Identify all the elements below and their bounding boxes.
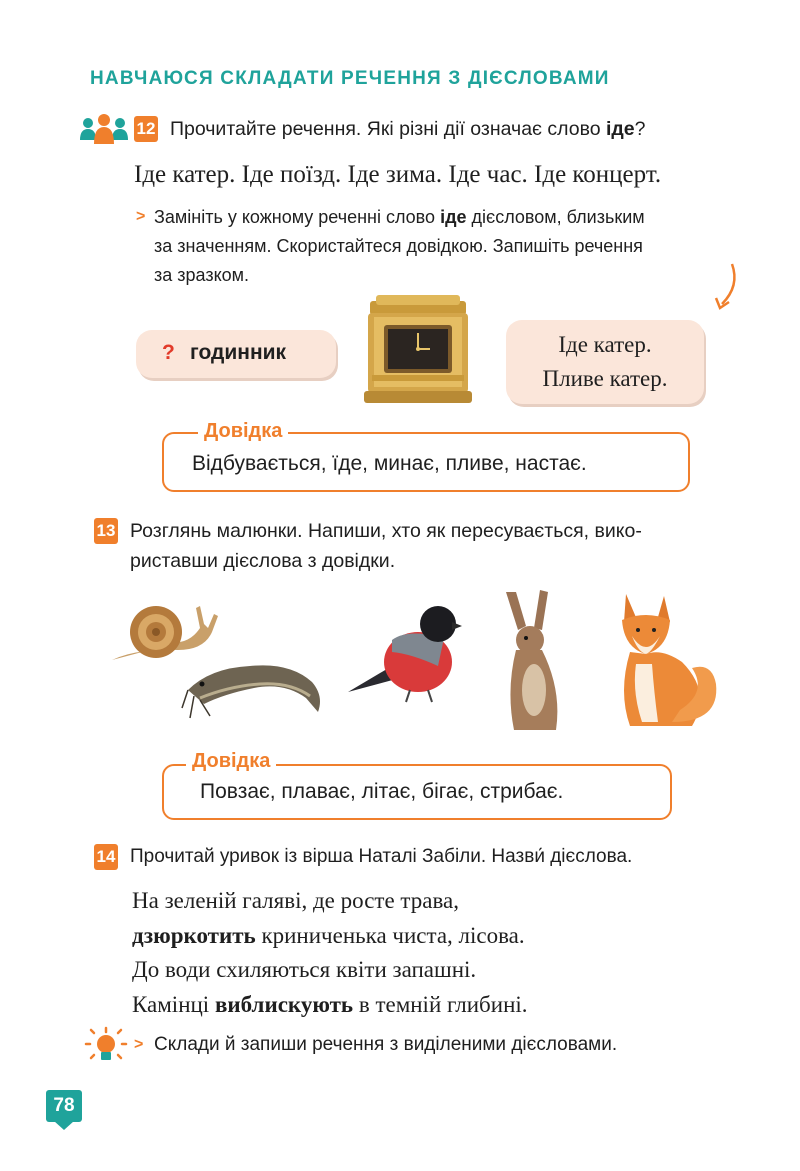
riddle-bubble [136,330,336,378]
riddle-question-mark: ? [162,341,175,364]
task-12-prompt-text: Прочитайте речення. Які різні дії означає слово [170,118,606,140]
task-12-instruction-bold: іде [440,207,467,227]
page-number: 78 [46,1090,82,1122]
curved-arrow-icon [706,262,742,312]
lightbulb-icon [84,1026,128,1066]
reference-label-13: Довідка [186,750,276,773]
catfish-image [180,638,330,720]
task-12-instruction-line2: за значенням. Скористайтеся довідкою. Запишіть речення [154,236,643,256]
task-13-line1: Розглянь малюнки. Напиши, хто як пересувається, вико- [130,520,642,542]
reference-text-12: Відбувається, їде, минає, пливе, настає. [192,452,587,475]
poem-line-3: До води схиляються квіти запашні. [132,957,477,982]
task-13-number: 13 [94,518,118,544]
example-line2: Пливе катер. [542,366,668,391]
riddle-word: годинник [190,341,287,364]
poem-line-4: Камінці виблискують в темній глибині. [132,991,528,1017]
task-12-prompt-end: ? [634,118,646,140]
fox-image [612,592,722,732]
hare-image [494,590,574,738]
task-12-instruction [154,203,754,290]
section-title: НАВЧАЮСЯ СКЛАДАТИ РЕЧЕННЯ З ДІЄСЛОВАМИ [90,68,610,89]
task-13-line2: риставши дієслова з довідки. [130,550,396,572]
task-12-prompt [170,118,646,141]
reference-text-13: Повзає, плаває, літає, бігає, стрибає. [200,780,564,803]
task-12-number: 12 [134,116,158,142]
chevron-right-icon: > [136,208,146,225]
task-12-sentences: Іде катер. Іде поїзд. Іде зима. Іде час. Іде концерт. [134,161,662,188]
bullfinch-image [348,600,464,704]
poem [132,884,528,1022]
group-work-icon [78,112,130,146]
task-14-prompt: Прочитай уривок із вірша Наталі Забіли. Назви́ дієслова. [130,846,633,867]
poem-line-1: На зеленій галяві, де росте трава, [132,888,459,913]
task-12-instruction-line1-end: дієсловом, близьким [466,207,645,227]
reference-label-12: Довідка [198,420,288,443]
task-14-number: 14 [94,844,118,870]
chevron-right-icon: > [134,1036,144,1053]
clock-image [362,293,474,405]
task-12-instruction-line3: за зразком. [154,265,250,285]
task-12-prompt-bold: іде [606,118,635,140]
task-12-instruction-line1: Замініть у кожному реченні слово [154,207,441,227]
poem-line-2: дзюркотить криниченька чиста, лісова. [132,922,525,948]
example-line1: Іде катер. [558,332,652,357]
tip-text: Склади й запиши речення з виділеними дієсловами. [154,1034,618,1055]
example-bubble [506,320,704,404]
